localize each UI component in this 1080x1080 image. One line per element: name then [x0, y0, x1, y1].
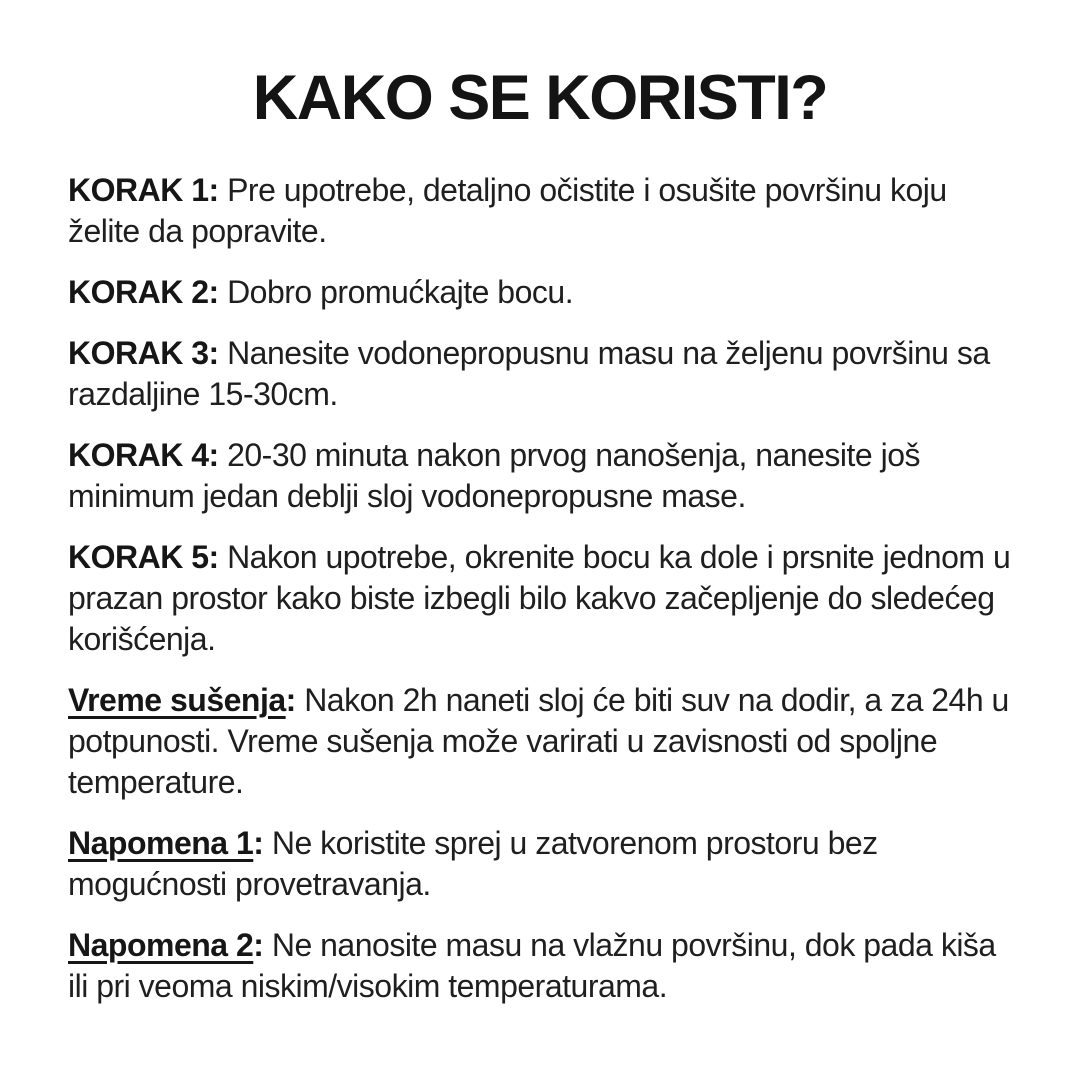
paragraph-label: [68, 682, 296, 718]
paragraph-label-text: KORAK 1: [68, 172, 209, 209]
paragraph-label-colon: :: [253, 825, 264, 862]
paragraph-label-colon: :: [285, 682, 296, 719]
paragraph-label: [68, 172, 219, 208]
paragraph-label-text: KORAK 2: [68, 274, 209, 311]
paragraph-label-text: KORAK 4: [68, 437, 209, 474]
instruction-paragraph: [68, 823, 1012, 905]
paragraph-label-colon: :: [208, 437, 219, 474]
paragraph-text: 20-30 minuta nakon prvog nanošenja, nanesite još minimum jedan deblji sloj vodonepropusne mase.: [68, 437, 920, 515]
paragraph-label: [68, 437, 219, 473]
paragraph-text: Dobro promućkajte bocu.: [227, 274, 574, 311]
paragraph-label: [68, 825, 263, 861]
page-title: KAKO SE KORISTI?: [252, 63, 828, 133]
paragraph-label-text: Vreme sušenja: [68, 682, 286, 719]
instruction-paragraph: [68, 680, 1012, 803]
instruction-paragraph: [68, 435, 1012, 517]
paragraph-label: [68, 539, 219, 575]
paragraph-label-text: KORAK 5: [68, 539, 209, 576]
paragraph-text: Nakon upotrebe, okrenite bocu ka dole i prsnite jednom u prazan prostor kako biste izbegli bilo kakvo začepljenje do sledećeg korišćenja.: [68, 539, 1011, 658]
paragraph-label-text: KORAK 3: [68, 335, 209, 372]
instruction-paragraph: [68, 272, 1012, 313]
instruction-paragraph: [68, 537, 1012, 660]
instruction-paragraph: [68, 925, 1012, 1007]
paragraph-label: [68, 335, 219, 371]
paragraph-label-colon: :: [208, 274, 219, 311]
paragraph-label-colon: :: [208, 539, 219, 576]
paragraph-text: Nanesite vodonepropusnu masu na željenu površinu sa razdaljine 15-30cm.: [68, 335, 990, 413]
instructions-list: [68, 170, 1012, 1007]
paragraph-text: Ne koristite sprej u zatvorenom prostoru bez mogućnosti provetravanja.: [68, 825, 878, 903]
paragraph-label: [68, 274, 219, 310]
paragraph-label-colon: :: [208, 172, 219, 209]
paragraph-text: Pre upotrebe, detaljno očistite i osušite površinu koju želite da popravite.: [68, 172, 947, 250]
paragraph-label-text: Napomena 2: [68, 927, 254, 964]
paragraph-label-text: Napomena 1: [68, 825, 254, 862]
instruction-paragraph: [68, 170, 1012, 252]
paragraph-label-colon: :: [253, 927, 264, 964]
paragraph-label-colon: :: [208, 335, 219, 372]
paragraph-label: [68, 927, 263, 963]
paragraph-text: Ne nanosite masu na vlažnu površinu, dok pada kiša ili pri veoma niskim/visokim temperaturama.: [68, 927, 996, 1005]
paragraph-text: Nakon 2h naneti sloj će biti suv na dodir, a za 24h u potpunosti. Vreme sušenja može varirati u zavisnosti od spoljne temperature.: [68, 682, 1009, 801]
instruction-paragraph: [68, 333, 1012, 415]
